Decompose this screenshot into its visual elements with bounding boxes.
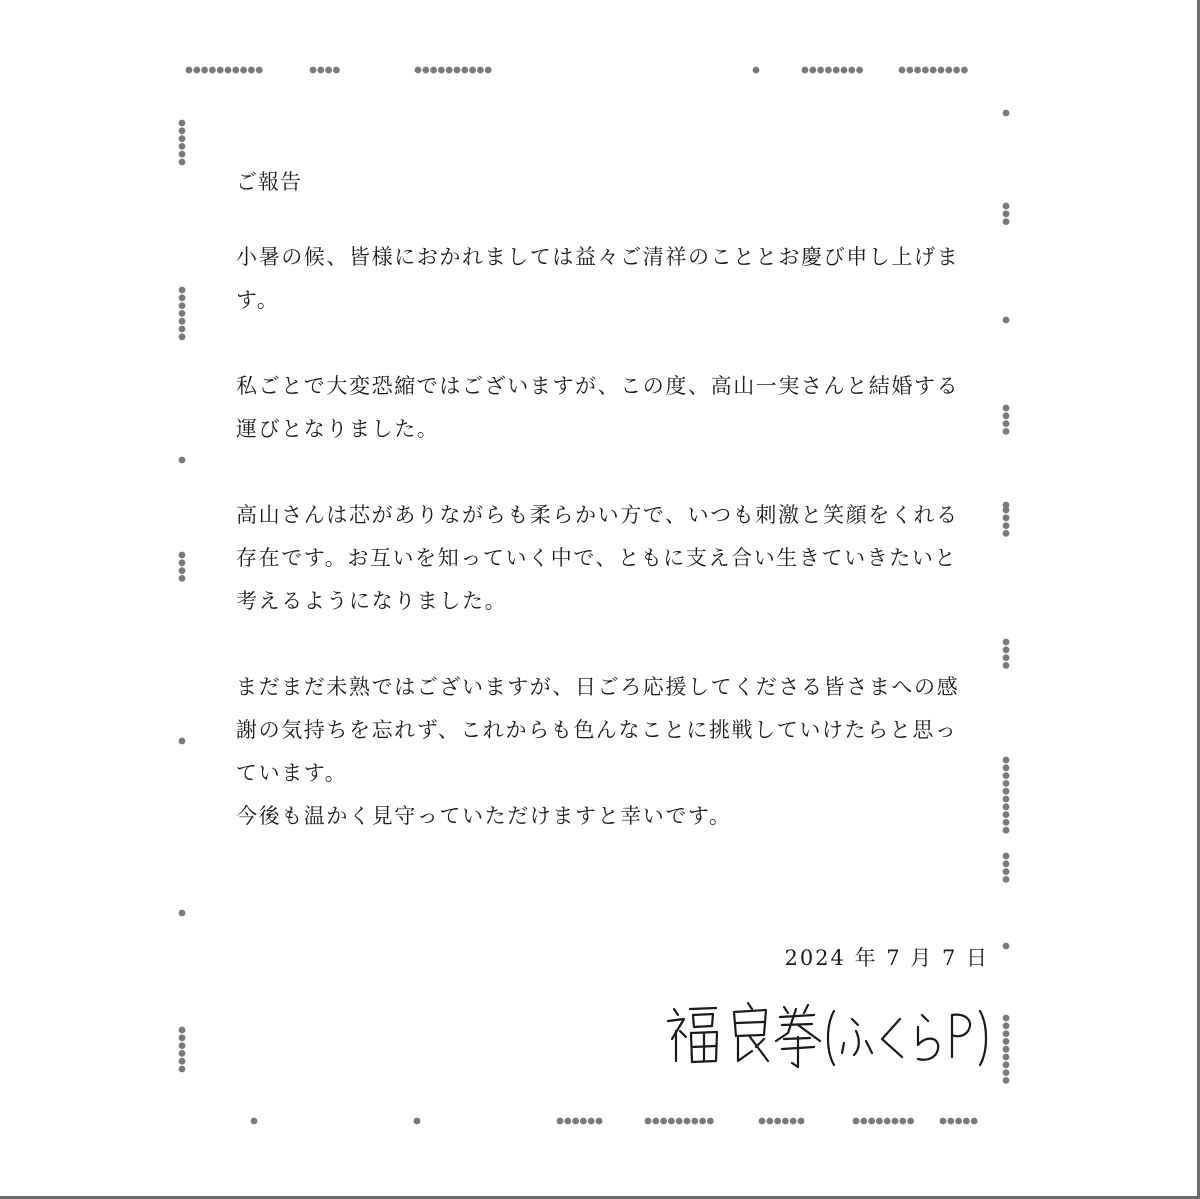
border-dot — [1003, 827, 1010, 834]
border-dot — [892, 1118, 899, 1125]
border-dot — [317, 67, 324, 74]
border-dot — [1003, 788, 1010, 795]
border-dot — [186, 67, 193, 74]
border-dot — [691, 1118, 698, 1125]
border-dot — [1003, 662, 1010, 669]
letter-heading: ご報告 — [236, 170, 302, 194]
border-dot — [179, 1050, 186, 1057]
border-dot — [485, 67, 492, 74]
border-dot — [884, 1118, 891, 1125]
border-dot — [853, 1118, 860, 1125]
border-dot — [782, 1118, 789, 1125]
signature-char-fuku — [668, 1008, 717, 1062]
border-dot — [1003, 639, 1010, 646]
border-dot — [1003, 412, 1010, 419]
border-dot — [1003, 420, 1010, 427]
border-dot — [438, 67, 445, 74]
border-dot — [907, 1118, 914, 1125]
border-dot — [1003, 317, 1010, 324]
border-dot — [1003, 757, 1010, 764]
border-dot — [179, 552, 186, 559]
border-dot — [759, 1118, 766, 1125]
border-dot — [856, 67, 863, 74]
border-dot — [1003, 772, 1010, 779]
paragraph-line: 今後も温かく見守っていただけますと幸いです。 — [236, 804, 732, 828]
paragraph-greeting — [236, 236, 966, 322]
border-dot — [947, 1118, 954, 1125]
border-dot — [971, 1118, 978, 1125]
border-dot — [1003, 1069, 1010, 1076]
border-dot — [1003, 654, 1010, 661]
border-dot — [1003, 819, 1010, 826]
border-dot — [963, 1118, 970, 1125]
border-dot — [179, 294, 186, 301]
border-dot — [240, 67, 247, 74]
border-dot — [753, 67, 760, 74]
border-dot — [232, 67, 239, 74]
border-dot — [201, 67, 208, 74]
border-dot — [1003, 210, 1010, 217]
signature-char-ra — [918, 1015, 938, 1060]
paragraph-line: まだまだ未熟ではございますが、日ごろ応援してくださる皆さまへの感謝の気持ちを忘れず、これからも色んなことに挑戦していけたらと思っています。 — [236, 675, 960, 785]
border-dot — [179, 159, 186, 166]
border-dot — [256, 67, 263, 74]
border-dot — [798, 1118, 805, 1125]
border-dot — [1003, 1015, 1010, 1022]
border-dot — [572, 1118, 579, 1125]
border-dot — [179, 318, 186, 325]
border-dot — [652, 1118, 659, 1125]
paragraph-line: 私ごとで大変恐縮ではございますが、この度、高山一実さんと結婚する運びとなりました。 — [236, 374, 960, 441]
border-dot — [1003, 507, 1010, 514]
border-dot — [1003, 646, 1010, 653]
border-dot — [833, 67, 840, 74]
border-dot — [193, 67, 200, 74]
border-dot — [940, 1118, 947, 1125]
border-dot — [676, 1118, 683, 1125]
signature-char-yoshi — [734, 1003, 768, 1061]
border-dot — [248, 67, 255, 74]
paragraph-partner — [236, 494, 966, 623]
border-dot — [557, 1118, 564, 1125]
border-dot — [179, 738, 186, 745]
border-dot — [179, 287, 186, 294]
border-dot — [860, 1118, 867, 1125]
border-dot — [1003, 780, 1010, 787]
border-dot — [876, 1118, 883, 1125]
border-dot — [179, 1058, 186, 1065]
border-dot — [668, 1118, 675, 1125]
border-dot — [955, 1118, 962, 1125]
border-dot — [774, 1118, 781, 1125]
border-dot — [841, 67, 848, 74]
border-dot — [817, 67, 824, 74]
border-dot — [766, 1118, 773, 1125]
border-dot — [802, 67, 809, 74]
border-dot — [179, 1042, 186, 1049]
border-dot — [325, 67, 332, 74]
border-dot — [953, 67, 960, 74]
border-dot — [179, 1034, 186, 1041]
border-dot — [1003, 1022, 1010, 1029]
border-dot — [179, 326, 186, 333]
border-dot — [1003, 853, 1010, 860]
signature-char-fu — [842, 1019, 872, 1055]
border-dot — [454, 67, 461, 74]
border-dot — [422, 67, 429, 74]
border-dot — [310, 67, 317, 74]
border-dot — [1003, 514, 1010, 521]
border-dot — [645, 1118, 652, 1125]
border-dot — [1003, 764, 1010, 771]
paragraph-line: 小暑の候、皆様におかれましては益々ご清祥のこととお慶び申し上げます。 — [236, 245, 960, 312]
border-dot — [251, 1118, 258, 1125]
border-dot — [179, 457, 186, 464]
border-dot — [179, 127, 186, 134]
letter-date: 2024 年 7 月 7 日 — [784, 946, 989, 970]
border-dot — [430, 67, 437, 74]
border-dot — [179, 151, 186, 158]
signature-char-ken — [776, 1005, 820, 1067]
border-dot — [1003, 530, 1010, 537]
border-dot — [1003, 803, 1010, 810]
border-dot — [596, 1118, 603, 1125]
border-dot — [1003, 1046, 1010, 1053]
border-dot — [414, 1118, 421, 1125]
border-dot — [1003, 796, 1010, 803]
border-dot — [899, 67, 906, 74]
letter-body — [236, 160, 966, 881]
border-dot — [1003, 811, 1010, 818]
border-dot — [930, 67, 937, 74]
border-dot — [333, 67, 340, 74]
border-dot — [848, 67, 855, 74]
border-dot — [1003, 1030, 1010, 1037]
border-dot — [660, 1118, 667, 1125]
paragraph-line: 高山さんは芯がありながらも柔らかい方で、いつも刺激と笑顔をくれる存在です。お互いを知っていく中で、ともに支え合い生きていきたいと考えるようになりました。 — [236, 503, 959, 613]
border-dot — [1003, 405, 1010, 412]
border-dot — [914, 67, 921, 74]
border-dot — [217, 67, 224, 74]
border-dot — [179, 333, 186, 340]
border-dot — [446, 67, 453, 74]
handwritten-signature — [660, 995, 995, 1070]
border-dot — [699, 1118, 706, 1125]
border-dot — [179, 575, 186, 582]
border-dot — [1003, 218, 1010, 225]
paragraph-closing — [236, 666, 966, 838]
border-dot — [1003, 522, 1010, 529]
border-dot — [707, 1118, 714, 1125]
border-dot — [461, 67, 468, 74]
border-dot — [225, 67, 232, 74]
border-dot — [922, 67, 929, 74]
border-dot — [684, 1118, 691, 1125]
border-dot — [179, 143, 186, 150]
paragraph-announcement — [236, 365, 966, 451]
border-dot — [1003, 110, 1010, 117]
border-dot — [938, 67, 945, 74]
border-dot — [1003, 428, 1010, 435]
border-dot — [469, 67, 476, 74]
border-dot — [179, 310, 186, 317]
border-dot — [1003, 860, 1010, 867]
border-dot — [1003, 1077, 1010, 1084]
border-dot — [477, 67, 484, 74]
border-dot — [179, 559, 186, 566]
border-dot — [1003, 1038, 1010, 1045]
border-dot — [1003, 868, 1010, 875]
border-dot — [179, 120, 186, 127]
border-dot — [1003, 876, 1010, 883]
border-dot — [790, 1118, 797, 1125]
border-dot — [209, 67, 216, 74]
border-dot — [1003, 1061, 1010, 1068]
border-dot — [945, 67, 952, 74]
border-dot — [179, 567, 186, 574]
border-dot — [825, 67, 832, 74]
border-dot — [1003, 1054, 1010, 1061]
border-dot — [179, 910, 186, 917]
border-dot — [564, 1118, 571, 1125]
border-dot — [179, 302, 186, 309]
border-dot — [1003, 203, 1010, 210]
border-dot — [961, 67, 968, 74]
border-dot — [588, 1118, 595, 1125]
border-dot — [415, 67, 422, 74]
border-dot — [868, 1118, 875, 1125]
border-dot — [580, 1118, 587, 1125]
border-dot — [179, 1066, 186, 1073]
border-dot — [179, 135, 186, 142]
border-dot — [899, 1118, 906, 1125]
border-dot — [906, 67, 913, 74]
border-dot — [1003, 943, 1010, 950]
border-dot — [809, 67, 816, 74]
border-dot — [179, 1027, 186, 1034]
